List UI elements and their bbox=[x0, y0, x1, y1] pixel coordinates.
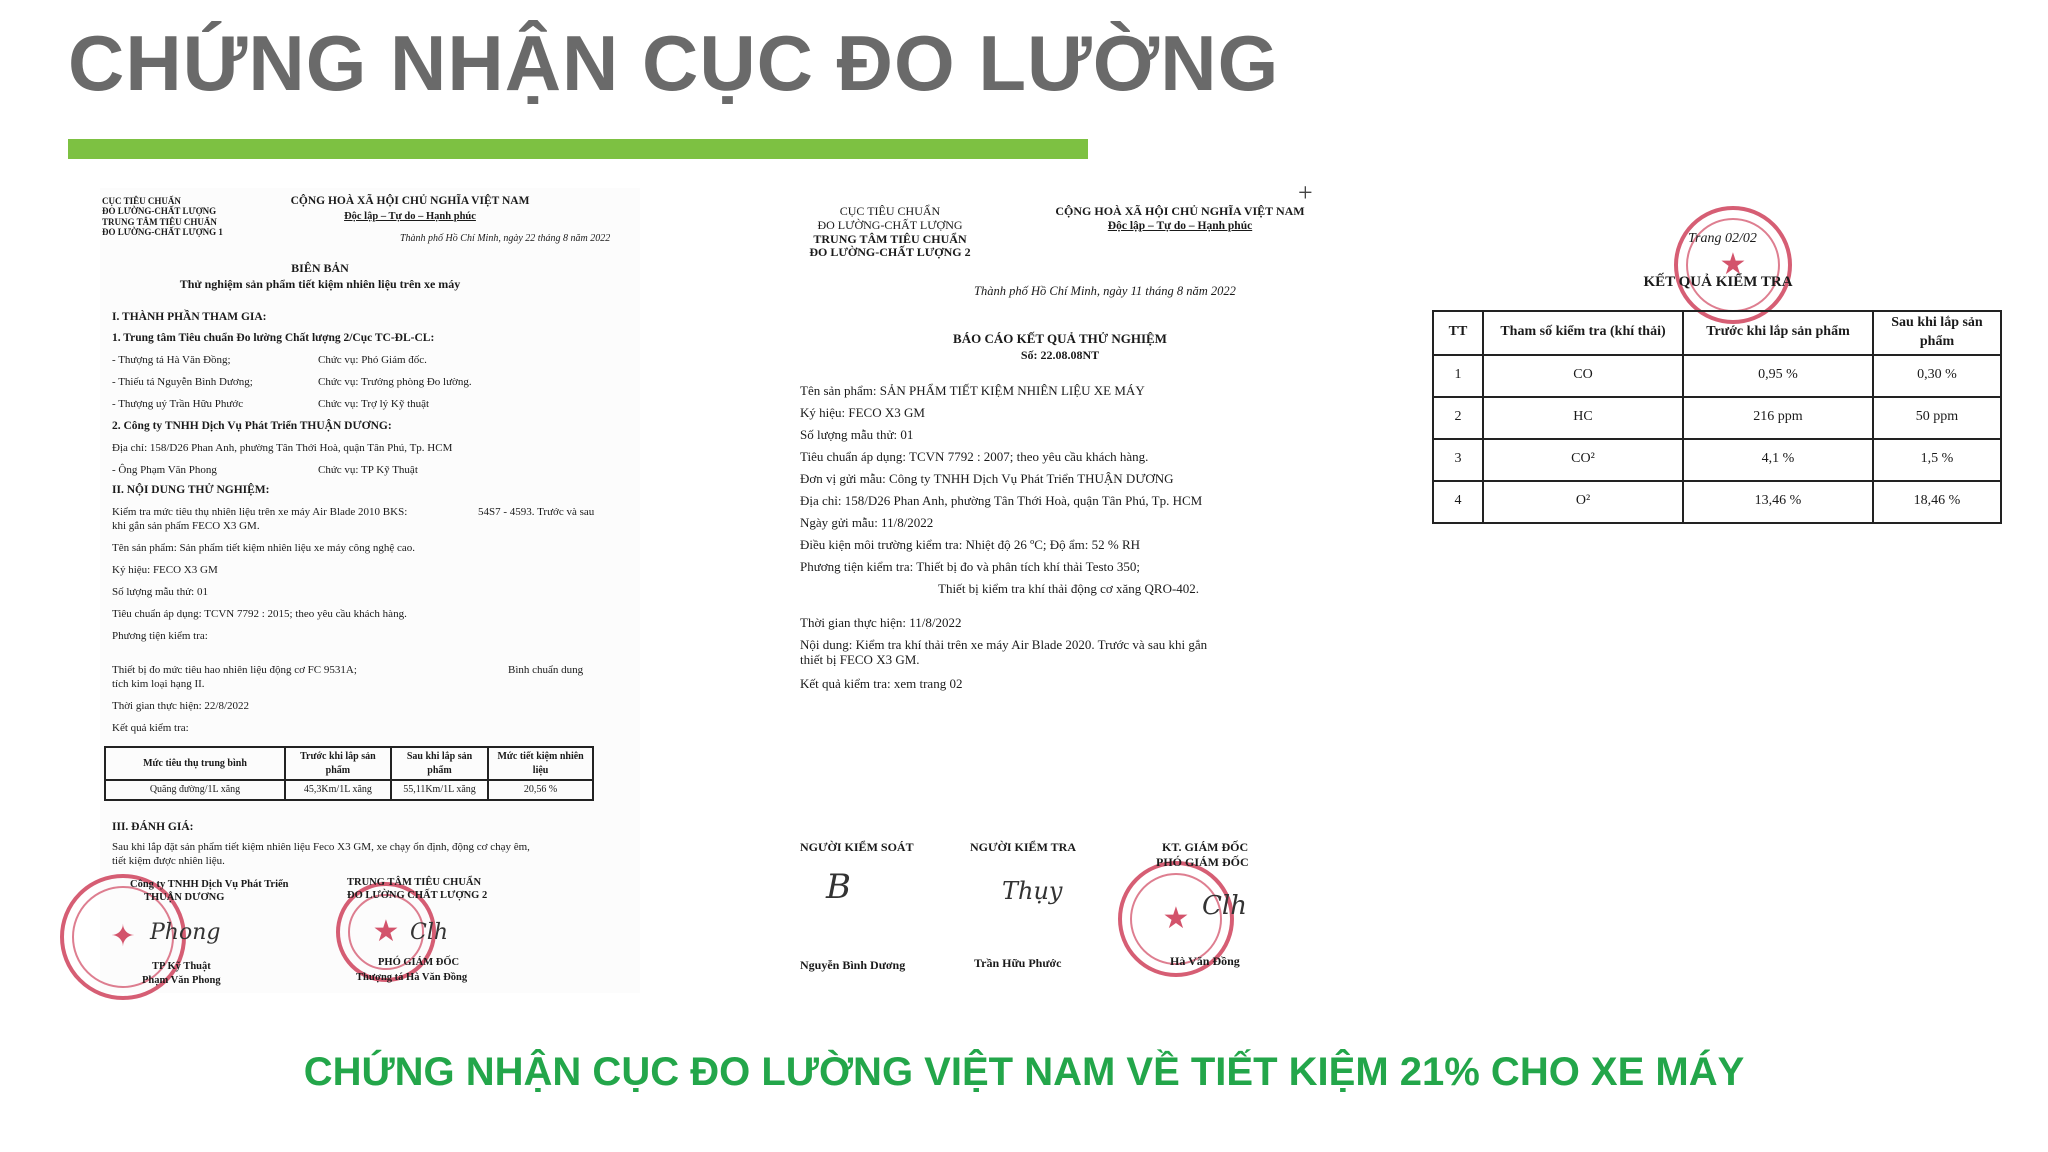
agency-line: TRUNG TÂM TIÊU CHUẨN bbox=[813, 231, 967, 246]
doc-date: Thành phố Hồ Chí Minh, ngày 11 tháng 8 năm 2022 bbox=[974, 284, 1236, 298]
slide-title: CHỨNG NHẬN CỤC ĐO LƯỜNG bbox=[68, 19, 1280, 107]
table-row bbox=[1433, 439, 2001, 481]
consumption-table bbox=[104, 746, 594, 801]
table-cell: 0,30 % bbox=[1873, 355, 2001, 397]
table-cell: 216 ppm bbox=[1683, 397, 1873, 439]
stamp-star-icon: ✦ bbox=[110, 919, 136, 953]
content-line: Kiểm tra mức tiêu thụ nhiên liệu trên xe máy Air Blade 2010 BKS: bbox=[112, 506, 408, 518]
agency-line: CỤC TIÊU CHUẨN bbox=[839, 204, 941, 218]
signer-role: TP Kỹ Thuật bbox=[152, 961, 211, 972]
section-heading: III. ĐÁNH GIÁ: bbox=[112, 821, 194, 833]
table-cell: 0,95 % bbox=[1683, 355, 1873, 397]
table-cell: 13,46 % bbox=[1683, 481, 1873, 523]
emission-table bbox=[1432, 310, 2002, 524]
equipment-label: Phương tiện kiểm tra: bbox=[112, 630, 208, 642]
signer-org: TRUNG TÂM TIÊU CHUẨN bbox=[347, 877, 482, 888]
table-row bbox=[105, 780, 593, 800]
participant-role: Chức vụ: TP Kỹ Thuật bbox=[318, 464, 418, 476]
document-results-page bbox=[1428, 220, 2008, 550]
content-line: khi gắn sản phẩm FECO X3 GM. bbox=[112, 520, 260, 532]
table-cell: 45,3Km/1L xăng bbox=[285, 780, 391, 800]
signer-name: Phạm Văn Phong bbox=[142, 975, 221, 986]
doc-subtitle: Thử nghiệm sản phẩm tiết kiệm nhiên liệu trên xe máy bbox=[179, 277, 461, 291]
stamp-star-icon: ★ bbox=[1719, 247, 1747, 281]
agency-line: CỤC TIÊU CHUẨN bbox=[102, 196, 181, 206]
table-cell: 55,11Km/1L xăng bbox=[391, 780, 488, 800]
standard-line: Tiêu chuẩn áp dụng: TCVN 7792 : 2015; theo yêu cầu khách hàng. bbox=[112, 608, 407, 620]
org-line: 2. Công ty TNHH Dịch Vụ Phát Triển THUẬN DƯƠNG: bbox=[112, 420, 392, 432]
table-row bbox=[1433, 481, 2001, 523]
received-line: Ngày gửi mẫu: 11/8/2022 bbox=[800, 515, 934, 530]
republic-heading: CỘNG HOÀ XÃ HỘI CHỦ NGHĨA VIỆT NAM bbox=[290, 195, 530, 207]
signature-phuoc: Thụy bbox=[1002, 877, 1063, 905]
address-line: Địa chỉ: 158/D26 Phan Anh, phường Tân Thới Hoà, quận Tân Phú, Tp. HCM bbox=[800, 493, 1203, 508]
signer-role: PHÓ GIÁM ĐỐC bbox=[378, 957, 460, 968]
evaluation-line: Sau khi lắp đặt sản phẩm tiết kiệm nhiên liệu Feco X3 GM, xe chạy ổn định, động cơ chạy êm, bbox=[112, 841, 530, 853]
evaluation-line: tiết kiệm được nhiên liệu. bbox=[112, 855, 225, 867]
result-label: Kết quả kiểm tra: bbox=[112, 722, 189, 734]
motto: Độc lập – Tự do – Hạnh phúc bbox=[1107, 220, 1253, 232]
doc-number: Số: 22.08.08NT bbox=[1020, 348, 1100, 362]
table-header: Mức tiêu thụ trung bình bbox=[105, 747, 285, 780]
inspector-name: Trần Hữu Phước bbox=[974, 956, 1062, 970]
agency-header bbox=[790, 205, 990, 260]
equipment-line: Bình chuẩn dung bbox=[508, 664, 584, 676]
section-heading: II. NỘI DUNG THỬ NGHIỆM: bbox=[112, 484, 270, 496]
agency-line: ĐO LƯỜNG-CHẤT LƯỢNG bbox=[817, 217, 963, 232]
motto: Độc lập – Tự do – Hạnh phúc bbox=[344, 211, 476, 222]
result-line: Kết quả kiểm tra: xem trang 02 bbox=[800, 676, 963, 691]
table-cell: 18,46 % bbox=[1873, 481, 2001, 523]
doc-date: Thành phố Hồ Chí Minh, ngày 22 tháng 8 năm 2022 bbox=[400, 233, 611, 244]
signer-name: Thượng tá Hà Văn Đồng bbox=[356, 972, 468, 983]
agency-header bbox=[102, 196, 223, 237]
doc-title: BÁO CÁO KẾT QUẢ THỬ NGHIỆM bbox=[953, 331, 1167, 346]
title-underline bbox=[68, 139, 1088, 159]
agency-line: ĐO LƯỜNG-CHẤT LƯỢNG 1 bbox=[102, 227, 223, 238]
plate-number: 54S7 - 4593. Trước và sau bbox=[478, 506, 595, 518]
table-header-row bbox=[1433, 311, 2001, 355]
standard-line: Tiêu chuẩn áp dụng: TCVN 7792 : 2007; theo yêu cầu khách hàng. bbox=[800, 449, 1149, 464]
results-title: KẾT QUẢ KIỂM TRA bbox=[1643, 274, 1793, 290]
time-line: Thời gian thực hiện: 11/8/2022 bbox=[800, 615, 962, 630]
agency-line: ĐO LƯỜNG-CHẤT LƯỢNG bbox=[102, 206, 217, 217]
table-cell: CO² bbox=[1483, 439, 1683, 481]
environment-line: Điều kiện môi trường kiểm tra: Nhiệt độ 26 ºC; Độ ẩm: 52 % RH bbox=[800, 537, 1141, 552]
participant-role: Chức vụ: Trợ lý Kỹ thuật bbox=[318, 398, 430, 410]
signature-duong: B bbox=[826, 867, 851, 907]
director-role: KT. GIÁM ĐỐC bbox=[1162, 840, 1249, 854]
org-line: 1. Trung tâm Tiêu chuẩn Đo lường Chất lượng 2/Cục TC-ĐL-CL: bbox=[112, 332, 435, 344]
symbol-line: Ký hiệu: FECO X3 GM bbox=[112, 564, 218, 576]
participant-name: - Ông Phạm Văn Phong bbox=[112, 464, 217, 476]
table-cell: O² bbox=[1483, 481, 1683, 523]
signature-phong: Phong bbox=[150, 920, 221, 945]
agency-line: TRUNG TÂM TIÊU CHUẨN bbox=[102, 216, 217, 227]
qty-line: Số lượng mẫu thử: 01 bbox=[112, 586, 208, 598]
signer-org: THUẬN DƯƠNG bbox=[144, 892, 225, 903]
doc-title: BIÊN BẢN bbox=[291, 261, 349, 275]
table-header: Trước khi lắp sản phẩm bbox=[285, 747, 391, 780]
table-header: TT bbox=[1433, 311, 1483, 355]
signer-org: Công ty TNHH Dịch Vụ Phát Triển bbox=[130, 879, 289, 890]
table-cell: 1 bbox=[1433, 355, 1483, 397]
table-header: Tham số kiểm tra (khí thải) bbox=[1483, 311, 1683, 355]
inspector-role: NGƯỜI KIỂM TRA bbox=[970, 840, 1077, 854]
participant-name: - Thượng tá Hà Văn Đồng; bbox=[112, 354, 231, 366]
equipment-line: Thiết bị kiểm tra khí thải động cơ xăng QRO-402. bbox=[938, 581, 1200, 596]
table-cell: Quãng đường/1L xăng bbox=[105, 780, 285, 800]
director-role: PHÓ GIÁM ĐỐC bbox=[1156, 855, 1249, 869]
equipment-line: tích kim loại hạng II. bbox=[112, 678, 205, 690]
table-cell: 4,1 % bbox=[1683, 439, 1873, 481]
table-cell: 4 bbox=[1433, 481, 1483, 523]
table-row bbox=[1433, 397, 2001, 439]
product-line: Tên sản phẩm: SẢN PHẨM TIẾT KIỆM NHIÊN LIỆU XE MÁY bbox=[800, 383, 1145, 398]
table-cell: 3 bbox=[1433, 439, 1483, 481]
symbol-line: Ký hiệu: FECO X3 GM bbox=[800, 405, 925, 420]
registration-mark-icon: + bbox=[1298, 178, 1313, 207]
table-cell: 20,56 % bbox=[488, 780, 593, 800]
section-heading: I. THÀNH PHẦN THAM GIA: bbox=[112, 311, 267, 323]
slide-caption: CHỨNG NHẬN CỤC ĐO LƯỜNG VIỆT NAM VỀ TIẾT KIỆM 21% CHO XE MÁY bbox=[303, 1050, 1745, 1094]
table-header: Sau khi lắp sản phẩm bbox=[391, 747, 488, 780]
product-line: Tên sản phẩm: Sản phẩm tiết kiệm nhiên liệu xe máy công nghệ cao. bbox=[112, 542, 416, 554]
sender-line: Đơn vị gửi mẫu: Công ty TNHH Dịch Vụ Phát Triển THUẬN DƯƠNG bbox=[800, 471, 1174, 486]
table-cell: CO bbox=[1483, 355, 1683, 397]
signature-dong: Clh bbox=[1202, 891, 1247, 921]
document-test-report bbox=[790, 175, 1330, 995]
table-cell: HC bbox=[1483, 397, 1683, 439]
content-line: thiết bị FECO X3 GM. bbox=[800, 652, 920, 667]
stamp-star-icon: ★ bbox=[372, 914, 400, 948]
document-bien-ban bbox=[100, 188, 640, 993]
table-cell: 50 ppm bbox=[1873, 397, 2001, 439]
table-cell: 1,5 % bbox=[1873, 439, 2001, 481]
table-cell: 2 bbox=[1433, 397, 1483, 439]
content-line: Nội dung: Kiểm tra khí thải trên xe máy Air Blade 2020. Trước và sau khi gắn bbox=[800, 637, 1208, 652]
equipment-line: Thiết bị đo mức tiêu hao nhiên liệu động cơ FC 9531A; bbox=[112, 664, 357, 676]
time-line: Thời gian thực hiện: 22/8/2022 bbox=[112, 700, 250, 712]
agency-line: ĐO LƯỜNG-CHẤT LƯỢNG 2 bbox=[809, 245, 971, 260]
director-name: Hà Văn Đồng bbox=[1170, 954, 1240, 968]
table-header: Trước khi lắp sản phẩm bbox=[1683, 311, 1873, 355]
stamp-star-icon: ★ bbox=[1162, 901, 1190, 935]
table-row bbox=[1433, 355, 2001, 397]
page-number: Trang 02/02 bbox=[1688, 231, 1757, 246]
participant-name: - Thượng uý Trần Hữu Phước bbox=[112, 398, 244, 410]
address: Địa chỉ: 158/D26 Phan Anh, phường Tân Thới Hoà, quận Tân Phú, Tp. HCM bbox=[112, 442, 453, 454]
page-stamp bbox=[1674, 206, 1792, 324]
participant-role: Chức vụ: Phó Giám đốc. bbox=[318, 354, 427, 366]
table-header: Sau khi lắp sản phẩm bbox=[1873, 311, 2001, 355]
equipment-line: Phương tiện kiểm tra: Thiết bị đo và phân tích khí thải Testo 350; bbox=[800, 559, 1141, 574]
signature-dong: Clh bbox=[410, 920, 449, 945]
participant-role: Chức vụ: Trưởng phòng Đo lường. bbox=[318, 376, 472, 388]
qty-line: Số lượng mẫu thử: 01 bbox=[800, 427, 914, 442]
table-header: Mức tiết kiệm nhiên liệu bbox=[488, 747, 593, 780]
table-header-row bbox=[105, 747, 593, 780]
republic-heading: CỘNG HOÀ XÃ HỘI CHỦ NGHĨA VIỆT NAM bbox=[1055, 204, 1305, 218]
controller-role: NGƯỜI KIỂM SOÁT bbox=[800, 840, 914, 854]
signer-org: ĐO LƯỜNG CHẤT LƯỢNG 2 bbox=[347, 890, 488, 901]
participant-name: - Thiếu tá Nguyễn Bình Dương; bbox=[112, 376, 253, 388]
controller-name: Nguyễn Bình Dương bbox=[800, 958, 906, 972]
